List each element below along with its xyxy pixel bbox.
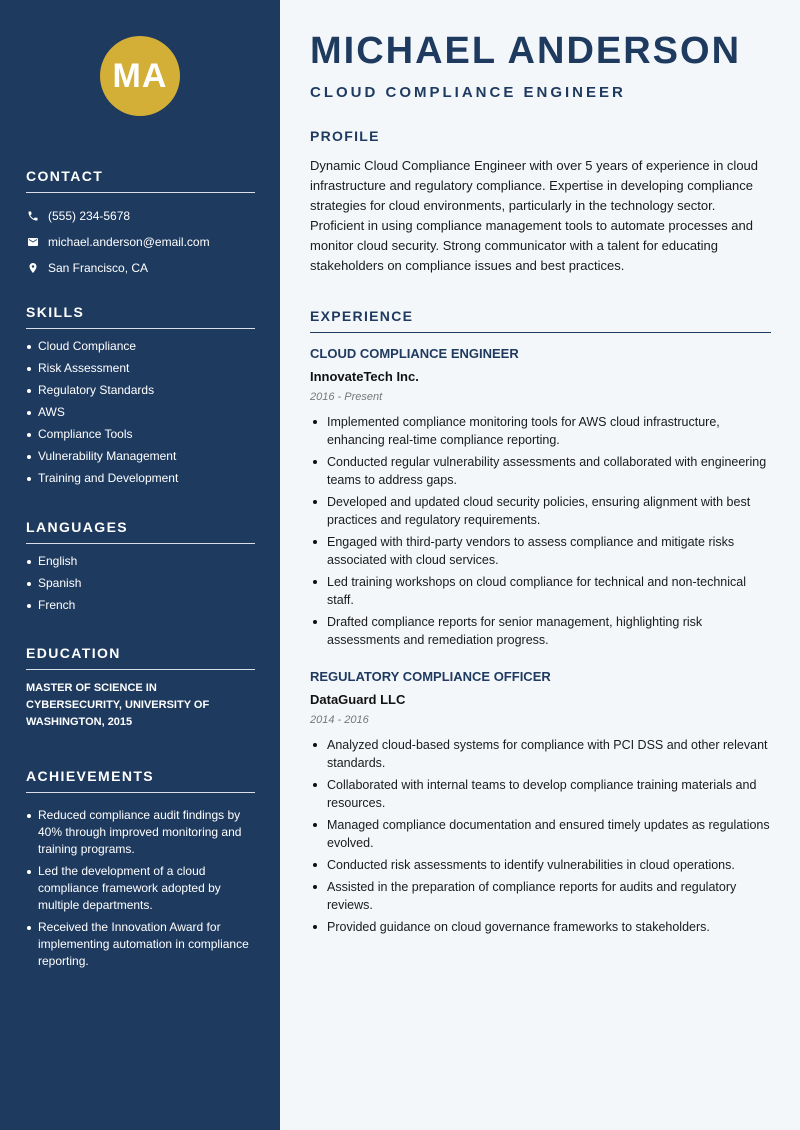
language-item: French [26,598,255,613]
contact-phone [26,203,255,229]
skills-list [26,339,255,486]
contact-list [26,203,255,281]
job-company: InnovateTech Inc. [310,369,419,384]
contact-phone-text: (555) 234-5678 [48,209,131,223]
job-bullet: Conducted risk assessments to identify vulnerabilities in cloud operations. [310,856,771,874]
job-bullet: Implemented compliance monitoring tools for AWS cloud infrastructure, enhancing real-time compliance reporting. [310,413,771,449]
job-entry [310,346,771,653]
job-bullet: Assisted in the preparation of compliance reports for audits and regulatory reviews. [310,878,771,914]
languages-section [26,519,255,620]
skill-item: Risk Assessment [26,361,255,376]
profile-section [310,128,771,276]
phone-icon [26,210,39,223]
email-icon [26,236,39,249]
job-bullet: Provided guidance on cloud governance frameworks to stakeholders. [310,918,771,936]
achievements-section [26,768,255,975]
skill-item: Regulatory Standards [26,383,255,398]
skill-item: Vulnerability Management [26,449,255,464]
job-company: DataGuard LLC [310,692,406,707]
skill-item: Compliance Tools [26,427,255,442]
sidebar [0,0,280,1130]
skills-heading: SKILLS [26,304,255,329]
job-bullet: Managed compliance documentation and ensured timely updates as regulations evolved. [310,816,771,852]
languages-list [26,554,255,613]
experience-heading: EXPERIENCE [310,308,771,333]
skills-section [26,304,255,493]
skill-item: AWS [26,405,255,420]
achievements-heading: ACHIEVEMENTS [26,768,255,793]
profile-heading: PROFILE [310,128,380,144]
job-bullet: Drafted compliance reports for senior management, highlighting risk assessments and remediation progress. [310,613,771,649]
education-section [26,645,255,731]
contact-location-text: San Francisco, CA [48,261,149,275]
skill-item: Training and Development [26,471,255,486]
contact-location [26,255,255,281]
candidate-title: CLOUD COMPLIANCE ENGINEER [310,84,626,101]
job-bullet: Conducted regular vulnerability assessments and collaborated with engineering teams to address gaps. [310,453,771,489]
location-pin-icon [26,262,39,275]
job-entry [310,669,771,940]
contact-email [26,229,255,255]
job-title: CLOUD COMPLIANCE ENGINEER [310,346,519,361]
education-degree: MASTER OF SCIENCE IN CYBERSECURITY, UNIVERSITY OF WASHINGTON, 2015 [26,682,210,728]
job-bullet: Collaborated with internal teams to develop compliance training materials and resources. [310,776,771,812]
avatar: MA [100,36,180,116]
main-content [280,0,800,1130]
profile-text: Dynamic Cloud Compliance Engineer with over 5 years of experience in cloud infrastructure and regulatory compliance. Expertise in developing compliance strategies for cloud environments, particularly in the technology sector. Proficient in using compliance management tools to automate processes and monitor cloud security. Strong communicator with a talent for educating stakeholders on compliance issues and best practices. [310,158,759,273]
education-heading: EDUCATION [26,645,255,670]
skill-item: Cloud Compliance [26,339,255,354]
candidate-name: MICHAEL ANDERSON [310,30,742,72]
language-item: Spanish [26,576,255,591]
job-dates: 2014 - 2016 [310,714,369,726]
contact-heading: CONTACT [26,168,255,193]
achievement-item: Led the development of a cloud compliance framework adopted by multiple departments. [26,863,255,914]
job-bullets [310,413,771,649]
job-bullet: Analyzed cloud-based systems for compliance with PCI DSS and other relevant standards. [310,736,771,772]
contact-section [26,168,255,281]
experience-section [310,308,771,958]
achievement-item: Reduced compliance audit findings by 40% through improved monitoring and training programs. [26,807,255,858]
achievement-item: Received the Innovation Award for implementing automation in compliance reporting. [26,919,255,970]
job-title: REGULATORY COMPLIANCE OFFICER [310,669,551,684]
language-item: English [26,554,255,569]
contact-email-text: michael.anderson@email.com [48,235,210,249]
job-dates: 2016 - Present [310,391,383,403]
languages-heading: LANGUAGES [26,519,255,544]
job-bullets [310,736,771,936]
job-bullet: Engaged with third-party vendors to assess compliance and mitigate risks associated with cloud services. [310,533,771,569]
achievements-list [26,807,255,970]
job-bullet: Led training workshops on cloud compliance for technical and non-technical staff. [310,573,771,609]
job-bullet: Developed and updated cloud security policies, ensuring alignment with best practices and regulatory requirements. [310,493,771,529]
